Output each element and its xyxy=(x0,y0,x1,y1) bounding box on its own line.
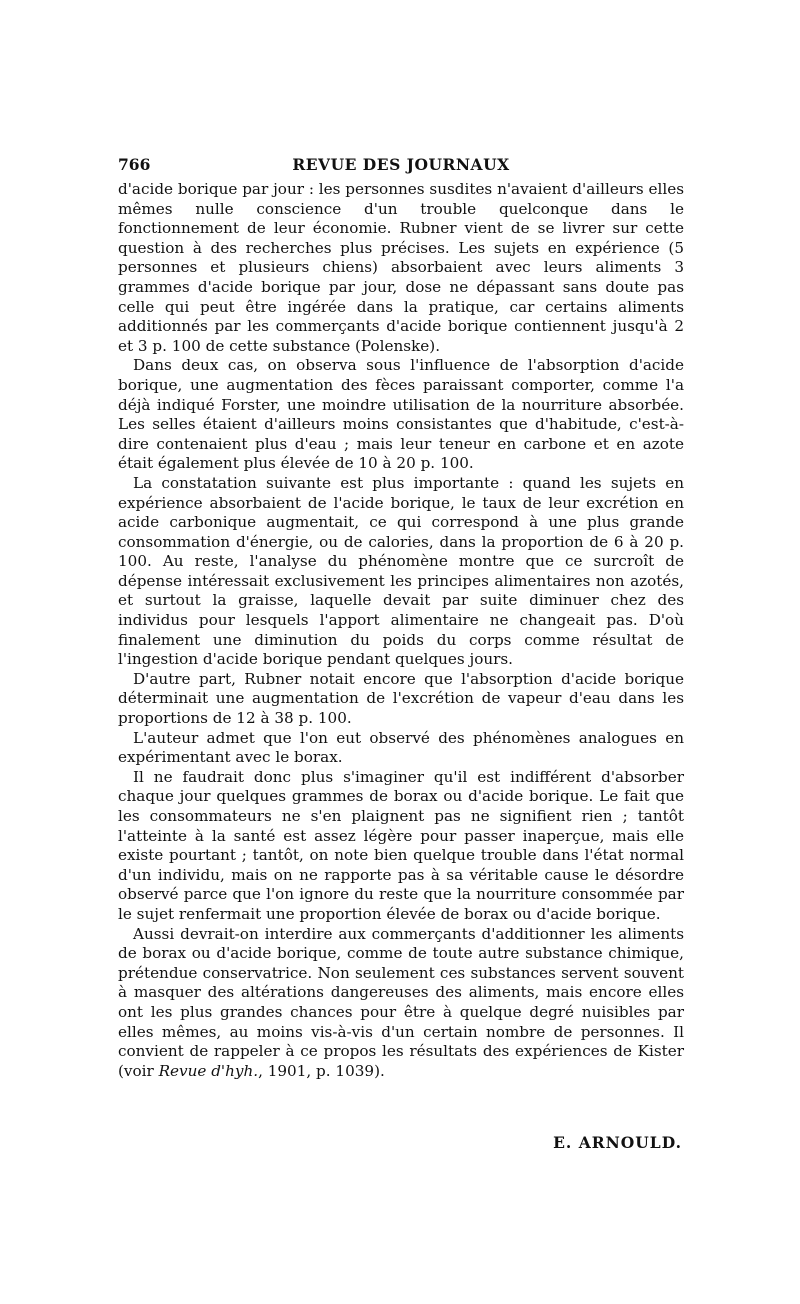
page-number: 766 xyxy=(118,155,151,174)
paragraph-7 xyxy=(118,925,684,1082)
page-header xyxy=(118,155,684,177)
paragraph-6: Il ne faudrait donc plus s'imaginer qu'il est indifférent d'absorber chaque jour quelques grammes de borax ou d'acide borique. Le fait que les consommateurs ne s'en plaignent pas ne signifient rien ; tantôt l'atteinte à la santé est assez légère pour passer inaperçue, mais elle existe pourtant ; tantôt, on note bien quelque trouble dans l'état normal d'un individu, mais on ne rapporte pas à sa véritable cause le désordre observé parce que l'on ignore du reste que la nourriture consommée par le sujet renfermait une proportion élevée de borax ou d'acide borique. xyxy=(118,767,684,923)
paragraph-3: La constatation suivante est plus importante : quand les sujets en expérience absorbaient de l'acide borique, le taux de leur excrétion en acide carbonique augmentait, ce qui correspond à une plus grande consommation d'énergie, ou de calories, dans la proportion de 6 à 20 p. 100. Au reste, l'analyse du phénomène montre que ce surcroît de dépense intéressait exclusivement les principes alimentaires non azotés, et surtout la graisse, laquelle devait par suite diminuer chez des individus pour lesquels l'apport alimentaire ne changeait pas. D'où finalement une diminution du poids du corps comme résultat de l'ingestion d'acide borique pendant quelques jours. xyxy=(118,473,684,669)
paragraph-1: d'acide borique par jour : les personnes susdites n'avaient d'ailleurs elles mêmes nulle conscience d'un trouble quelconque dans le fonctionnement de leur économie. Rubner vient de se livrer sur cette question à des recherches plus précises. Les sujets en expérience (5 personnes et plusieurs chiens) absorbaient avec leurs aliments 3 grammes d'acide borique par jour, dose ne dépassant sans doute pas celle qui peut être ingérée dans la pratique, car certains aliments additionnés par les commerçants d'acide borique contiennent jusqu'à 2 et 3 p. 100 de cette substance (Polenske). xyxy=(118,180,684,355)
paragraph-7-text: Aussi devrait-on interdire aux commerçants d'additionner les aliments de borax ou d'acide borique, comme de toute autre substance chimique, prétendue conservatrice. Non seulement ces substances servent souvent à masquer des altérations dangereuses des aliments, mais encore elles ont les plus grandes chances pour être à quelque degré nuisibles par elles mêmes, au moins vis-à-vis d'un certain nombre de personnes. Il convient de rappeler à ce propos les résultats des expériences de Kister (voir xyxy=(118,924,684,1080)
paragraph-5: L'auteur admet que l'on eut observé des phénomènes analogues en expérimentant avec le borax. xyxy=(118,728,684,767)
paragraph-2: Dans deux cas, on observa sous l'influence de l'absorption d'acide borique, une augmentation des fèces paraissant comporter, comme l'a déjà indiqué Forster, une moindre utilisation de la nourriture absorbée. Les selles étaient d'ailleurs moins consistantes que d'habitude, c'est-à-dire contenaient plus d'eau ; mais leur teneur en carbone et en azote était également plus élevée de 10 à 20 p. 100. xyxy=(118,356,684,473)
citation-details: , 1901, p. 1039). xyxy=(258,1061,385,1080)
article-body xyxy=(118,180,684,1081)
journal-reference: Revue d'hyh. xyxy=(158,1061,259,1080)
paragraph-4: D'autre part, Rubner notait encore que l'absorption d'acide borique déterminait une augmentation de l'excrétion de vapeur d'eau dans les proportions de 12 à 38 p. 100. xyxy=(118,669,684,728)
author-signature: E. ARNOULD. xyxy=(553,1133,682,1152)
running-title: REVUE DES JOURNAUX xyxy=(292,155,510,174)
